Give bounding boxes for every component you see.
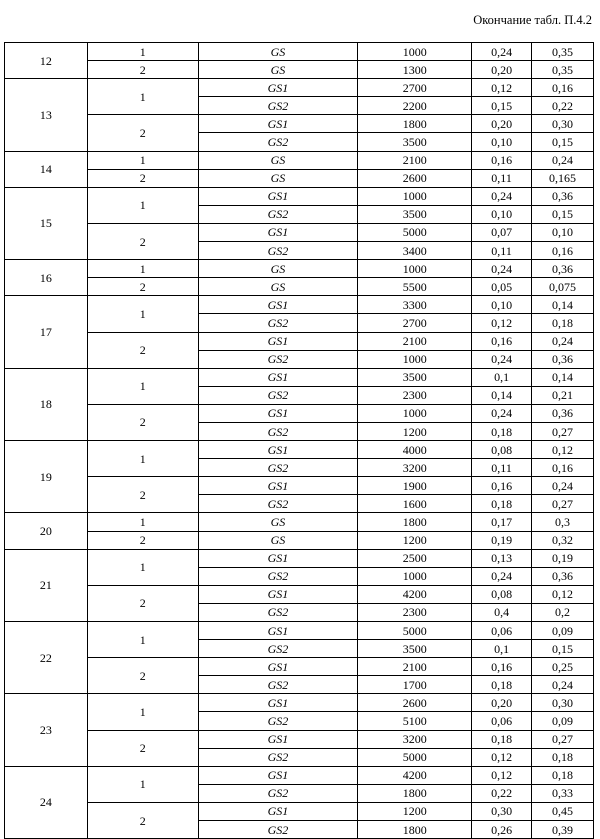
- gs-label-cell: GS2: [198, 603, 358, 621]
- gs-label-cell: GS2: [198, 567, 358, 585]
- group-number-cell: 24: [5, 766, 88, 838]
- coef-a-cell: 0,18: [472, 422, 532, 440]
- table-row: [5, 766, 594, 784]
- coef-b-cell: 0,36: [532, 260, 594, 278]
- gs-label-cell: GS: [198, 61, 358, 79]
- coef-b-cell: 0,2: [532, 603, 594, 621]
- coef-b-cell: 0,09: [532, 712, 594, 730]
- gs-label-cell: GS: [198, 260, 358, 278]
- value-cell: 2600: [358, 694, 472, 712]
- value-cell: 1900: [358, 477, 472, 495]
- gs-label-cell: GS2: [198, 242, 358, 260]
- coef-a-cell: 0,20: [472, 694, 532, 712]
- table-row: [5, 368, 594, 386]
- value-cell: 1700: [358, 676, 472, 694]
- coef-b-cell: 0,24: [532, 477, 594, 495]
- value-cell: 4000: [358, 441, 472, 459]
- coef-b-cell: 0,21: [532, 386, 594, 404]
- value-cell: 1000: [358, 43, 472, 61]
- coef-b-cell: 0,3: [532, 513, 594, 531]
- coef-b-cell: 0,36: [532, 350, 594, 368]
- group-number-cell: 21: [5, 549, 88, 621]
- value-cell: 2200: [358, 97, 472, 115]
- group-number-cell: 12: [5, 43, 88, 79]
- variant-number-cell: 1: [87, 368, 198, 404]
- table-row: [5, 169, 594, 187]
- coef-a-cell: 0,05: [472, 278, 532, 296]
- group-number-cell: 14: [5, 151, 88, 187]
- value-cell: 1600: [358, 495, 472, 513]
- coef-a-cell: 0,19: [472, 531, 532, 549]
- gs-label-cell: GS1: [198, 766, 358, 784]
- gs-label-cell: GS2: [198, 314, 358, 332]
- value-cell: 3200: [358, 459, 472, 477]
- group-number-cell: 20: [5, 513, 88, 549]
- gs-label-cell: GS: [198, 513, 358, 531]
- coef-b-cell: 0,12: [532, 441, 594, 459]
- gs-label-cell: GS1: [198, 658, 358, 676]
- gs-label-cell: GS2: [198, 386, 358, 404]
- value-cell: 5000: [358, 223, 472, 241]
- coef-b-cell: 0,09: [532, 622, 594, 640]
- coef-a-cell: 0,13: [472, 549, 532, 567]
- coef-b-cell: 0,35: [532, 61, 594, 79]
- value-cell: 2100: [358, 658, 472, 676]
- coef-b-cell: 0,36: [532, 567, 594, 585]
- coef-a-cell: 0,12: [472, 748, 532, 766]
- gs-label-cell: GS: [198, 151, 358, 169]
- coef-b-cell: 0,24: [532, 332, 594, 350]
- variant-number-cell: 2: [87, 169, 198, 187]
- gs-label-cell: GS2: [198, 459, 358, 477]
- variant-number-cell: 2: [87, 802, 198, 838]
- group-number-cell: 17: [5, 296, 88, 368]
- table-row: [5, 585, 594, 603]
- coef-a-cell: 0,11: [472, 459, 532, 477]
- gs-label-cell: GS: [198, 278, 358, 296]
- value-cell: 3500: [358, 368, 472, 386]
- value-cell: 1000: [358, 187, 472, 205]
- coef-a-cell: 0,24: [472, 404, 532, 422]
- coef-a-cell: 0,17: [472, 513, 532, 531]
- coef-b-cell: 0,27: [532, 495, 594, 513]
- group-number-cell: 18: [5, 368, 88, 440]
- coef-a-cell: 0,24: [472, 43, 532, 61]
- variant-number-cell: 1: [87, 187, 198, 223]
- coef-b-cell: 0,18: [532, 748, 594, 766]
- gs-label-cell: GS1: [198, 477, 358, 495]
- coef-a-cell: 0,15: [472, 97, 532, 115]
- coef-b-cell: 0,35: [532, 43, 594, 61]
- gs-label-cell: GS2: [198, 422, 358, 440]
- gs-label-cell: GS2: [198, 784, 358, 802]
- gs-label-cell: GS2: [198, 676, 358, 694]
- value-cell: 3500: [358, 640, 472, 658]
- coef-a-cell: 0,08: [472, 441, 532, 459]
- coef-b-cell: 0,18: [532, 766, 594, 784]
- coef-b-cell: 0,075: [532, 278, 594, 296]
- gs-label-cell: GS1: [198, 802, 358, 820]
- coef-b-cell: 0,27: [532, 422, 594, 440]
- group-number-cell: 15: [5, 187, 88, 259]
- coef-b-cell: 0,36: [532, 187, 594, 205]
- coef-a-cell: 0,18: [472, 730, 532, 748]
- table-row: [5, 79, 594, 97]
- variant-number-cell: 1: [87, 694, 198, 730]
- variant-number-cell: 2: [87, 531, 198, 549]
- coef-a-cell: 0,4: [472, 603, 532, 621]
- coef-a-cell: 0,10: [472, 205, 532, 223]
- coef-b-cell: 0,30: [532, 115, 594, 133]
- coef-a-cell: 0,18: [472, 495, 532, 513]
- variant-number-cell: 2: [87, 61, 198, 79]
- table-row: [5, 43, 594, 61]
- value-cell: 1800: [358, 821, 472, 839]
- group-number-cell: 19: [5, 441, 88, 513]
- coef-a-cell: 0,16: [472, 332, 532, 350]
- coef-a-cell: 0,12: [472, 766, 532, 784]
- variant-number-cell: 1: [87, 549, 198, 585]
- value-cell: 1000: [358, 404, 472, 422]
- table-row: [5, 730, 594, 748]
- coef-a-cell: 0,26: [472, 821, 532, 839]
- coef-b-cell: 0,25: [532, 658, 594, 676]
- value-cell: 5100: [358, 712, 472, 730]
- coef-b-cell: 0,24: [532, 151, 594, 169]
- value-cell: 1800: [358, 115, 472, 133]
- coef-b-cell: 0,45: [532, 802, 594, 820]
- coef-a-cell: 0,1: [472, 640, 532, 658]
- table-row: [5, 531, 594, 549]
- coef-b-cell: 0,14: [532, 368, 594, 386]
- gs-label-cell: GS1: [198, 585, 358, 603]
- coef-a-cell: 0,24: [472, 260, 532, 278]
- table-row: [5, 223, 594, 241]
- coef-b-cell: 0,39: [532, 821, 594, 839]
- gs-label-cell: GS2: [198, 133, 358, 151]
- gs-label-cell: GS1: [198, 79, 358, 97]
- group-number-cell: 22: [5, 622, 88, 694]
- value-cell: 3200: [358, 730, 472, 748]
- variant-number-cell: 2: [87, 477, 198, 513]
- gs-label-cell: GS: [198, 43, 358, 61]
- table-row: [5, 296, 594, 314]
- gs-label-cell: GS1: [198, 404, 358, 422]
- value-cell: 2700: [358, 79, 472, 97]
- coef-a-cell: 0,30: [472, 802, 532, 820]
- coef-b-cell: 0,36: [532, 404, 594, 422]
- variant-number-cell: 1: [87, 296, 198, 332]
- coef-a-cell: 0,07: [472, 223, 532, 241]
- table-row: [5, 658, 594, 676]
- coef-a-cell: 0,20: [472, 115, 532, 133]
- coef-a-cell: 0,06: [472, 622, 532, 640]
- coef-a-cell: 0,12: [472, 79, 532, 97]
- variant-number-cell: 1: [87, 766, 198, 802]
- coef-b-cell: 0,14: [532, 296, 594, 314]
- coef-a-cell: 0,10: [472, 296, 532, 314]
- gs-label-cell: GS1: [198, 332, 358, 350]
- variant-number-cell: 2: [87, 730, 198, 766]
- gs-label-cell: GS1: [198, 694, 358, 712]
- table-row: [5, 151, 594, 169]
- table-row: [5, 404, 594, 422]
- gs-label-cell: GS1: [198, 622, 358, 640]
- value-cell: 1800: [358, 513, 472, 531]
- coef-a-cell: 0,16: [472, 477, 532, 495]
- variant-number-cell: 2: [87, 115, 198, 151]
- coef-b-cell: 0,165: [532, 169, 594, 187]
- coef-b-cell: 0,18: [532, 314, 594, 332]
- coef-b-cell: 0,32: [532, 531, 594, 549]
- variant-number-cell: 1: [87, 43, 198, 61]
- coef-b-cell: 0,22: [532, 97, 594, 115]
- value-cell: 1000: [358, 567, 472, 585]
- variant-number-cell: 2: [87, 332, 198, 368]
- variant-number-cell: 2: [87, 404, 198, 440]
- coef-b-cell: 0,15: [532, 205, 594, 223]
- gs-label-cell: GS2: [198, 712, 358, 730]
- table-row: [5, 694, 594, 712]
- coef-b-cell: 0,27: [532, 730, 594, 748]
- variant-number-cell: 1: [87, 441, 198, 477]
- coef-a-cell: 0,11: [472, 242, 532, 260]
- group-number-cell: 23: [5, 694, 88, 766]
- gs-label-cell: GS: [198, 169, 358, 187]
- coef-a-cell: 0,11: [472, 169, 532, 187]
- gs-label-cell: GS1: [198, 187, 358, 205]
- value-cell: 3500: [358, 133, 472, 151]
- table-row: [5, 477, 594, 495]
- gs-label-cell: GS1: [198, 730, 358, 748]
- coef-a-cell: 0,24: [472, 350, 532, 368]
- value-cell: 4200: [358, 766, 472, 784]
- gs-label-cell: GS1: [198, 296, 358, 314]
- coef-a-cell: 0,1: [472, 368, 532, 386]
- variant-number-cell: 1: [87, 260, 198, 278]
- value-cell: 1000: [358, 350, 472, 368]
- value-cell: 2700: [358, 314, 472, 332]
- data-table: [4, 42, 594, 839]
- table-caption: Окончание табл. П.4.2: [473, 13, 592, 27]
- table-row: [5, 115, 594, 133]
- coef-a-cell: 0,20: [472, 61, 532, 79]
- table-row: [5, 332, 594, 350]
- coef-b-cell: 0,10: [532, 223, 594, 241]
- group-number-cell: 16: [5, 260, 88, 296]
- coef-a-cell: 0,16: [472, 151, 532, 169]
- table-row: [5, 802, 594, 820]
- gs-label-cell: GS2: [198, 748, 358, 766]
- coef-a-cell: 0,24: [472, 567, 532, 585]
- table-row: [5, 278, 594, 296]
- coef-a-cell: 0,16: [472, 658, 532, 676]
- variant-number-cell: 2: [87, 223, 198, 259]
- coef-b-cell: 0,16: [532, 242, 594, 260]
- gs-label-cell: GS2: [198, 640, 358, 658]
- coef-a-cell: 0,14: [472, 386, 532, 404]
- gs-label-cell: GS2: [198, 205, 358, 223]
- gs-label-cell: GS2: [198, 821, 358, 839]
- value-cell: 1200: [358, 531, 472, 549]
- table-row: [5, 187, 594, 205]
- gs-label-cell: GS2: [198, 97, 358, 115]
- coef-a-cell: 0,12: [472, 314, 532, 332]
- coef-a-cell: 0,06: [472, 712, 532, 730]
- gs-label-cell: GS: [198, 531, 358, 549]
- coef-b-cell: 0,12: [532, 585, 594, 603]
- value-cell: 5000: [358, 748, 472, 766]
- gs-label-cell: GS1: [198, 549, 358, 567]
- table-row: [5, 61, 594, 79]
- value-cell: 3300: [358, 296, 472, 314]
- variant-number-cell: 1: [87, 513, 198, 531]
- coef-b-cell: 0,16: [532, 79, 594, 97]
- variant-number-cell: 2: [87, 585, 198, 621]
- gs-label-cell: GS1: [198, 223, 358, 241]
- table-row: [5, 260, 594, 278]
- value-cell: 3500: [358, 205, 472, 223]
- variant-number-cell: 1: [87, 151, 198, 169]
- gs-label-cell: GS1: [198, 115, 358, 133]
- variant-number-cell: 2: [87, 658, 198, 694]
- table-row: [5, 622, 594, 640]
- coef-b-cell: 0,33: [532, 784, 594, 802]
- coef-b-cell: 0,19: [532, 549, 594, 567]
- group-number-cell: 13: [5, 79, 88, 151]
- table-row: [5, 549, 594, 567]
- variant-number-cell: 1: [87, 79, 198, 115]
- coef-a-cell: 0,22: [472, 784, 532, 802]
- coef-b-cell: 0,16: [532, 459, 594, 477]
- value-cell: 2300: [358, 603, 472, 621]
- table-row: [5, 441, 594, 459]
- coef-b-cell: 0,15: [532, 640, 594, 658]
- value-cell: 5500: [358, 278, 472, 296]
- value-cell: 1200: [358, 422, 472, 440]
- coef-b-cell: 0,15: [532, 133, 594, 151]
- gs-label-cell: GS1: [198, 368, 358, 386]
- value-cell: 1000: [358, 260, 472, 278]
- value-cell: 4200: [358, 585, 472, 603]
- gs-label-cell: GS2: [198, 495, 358, 513]
- value-cell: 5000: [358, 622, 472, 640]
- value-cell: 2300: [358, 386, 472, 404]
- variant-number-cell: 2: [87, 278, 198, 296]
- table-body: [5, 43, 594, 839]
- coef-b-cell: 0,24: [532, 676, 594, 694]
- value-cell: 2500: [358, 549, 472, 567]
- value-cell: 3400: [358, 242, 472, 260]
- coef-a-cell: 0,18: [472, 676, 532, 694]
- coef-a-cell: 0,08: [472, 585, 532, 603]
- value-cell: 1200: [358, 802, 472, 820]
- value-cell: 1800: [358, 784, 472, 802]
- table-row: [5, 513, 594, 531]
- gs-label-cell: GS2: [198, 350, 358, 368]
- coef-b-cell: 0,30: [532, 694, 594, 712]
- value-cell: 2100: [358, 151, 472, 169]
- variant-number-cell: 1: [87, 622, 198, 658]
- value-cell: 2600: [358, 169, 472, 187]
- value-cell: 1300: [358, 61, 472, 79]
- coef-a-cell: 0,10: [472, 133, 532, 151]
- value-cell: 2100: [358, 332, 472, 350]
- coef-a-cell: 0,24: [472, 187, 532, 205]
- gs-label-cell: GS1: [198, 441, 358, 459]
